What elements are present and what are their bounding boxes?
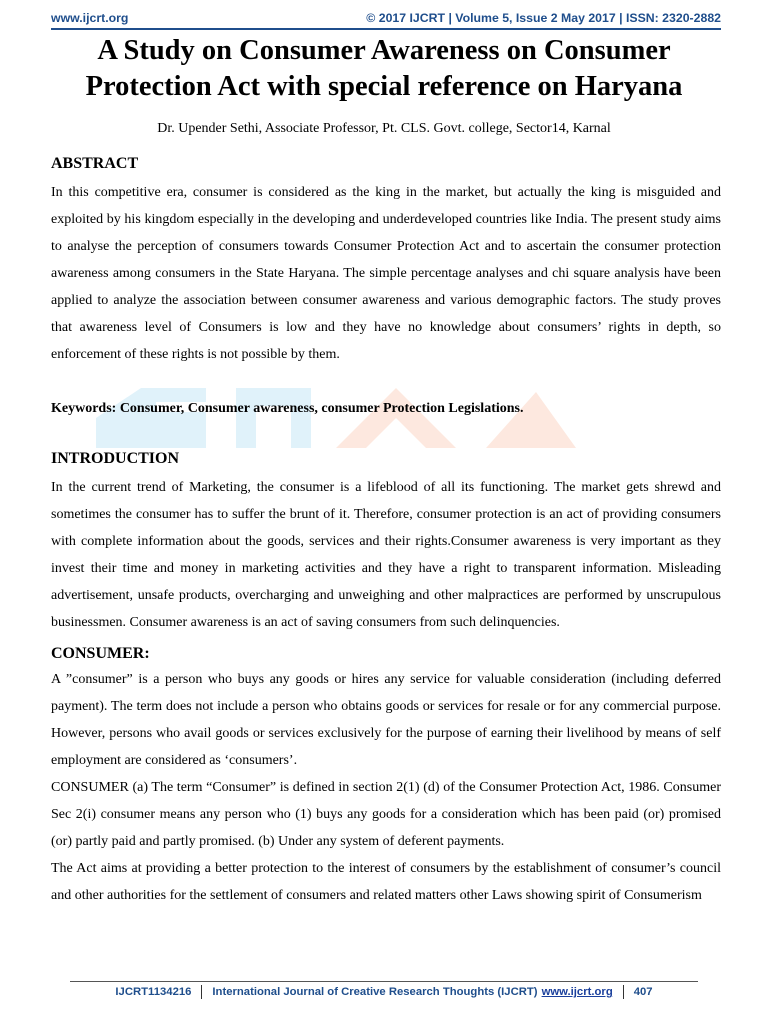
keywords: Keywords: Consumer, Consumer awareness, consumer Protection Legislations. bbox=[51, 401, 524, 416]
page-header bbox=[51, 8, 721, 28]
journal-name: International Journal of Creative Research Thoughts (IJCRT) bbox=[212, 986, 538, 998]
consumer-paragraph-2: CONSUMER (a) The term “Consumer” is defined in section 2(1) (d) of the Consumer Protection Act, 1986. Consumer Sec 2(i) consumer means any person who (1) buys any goods for a consideration which has been paid (or) promised (or) partly paid and partly promised. (b) Under any system of deferent payments. bbox=[51, 780, 721, 849]
footer-separator bbox=[201, 985, 202, 999]
footer-separator bbox=[623, 985, 624, 999]
introduction-heading: INTRODUCTION bbox=[51, 450, 180, 467]
consumer-heading: CONSUMER: bbox=[51, 645, 150, 662]
consumer-paragraph-1: A ”consumer” is a person who buys any goods or hires any service for valuable consideration (including deferred payment). The term does not include a person who obtains goods or services for resale or for any commercial purpose. However, persons who avail goods or services exclusively for the purpose of earning their livelihood by means of self employment are considered as ‘consumers’. bbox=[51, 672, 721, 768]
page-number: 407 bbox=[633, 986, 653, 998]
journal-website[interactable]: www.ijcrt.org bbox=[51, 11, 129, 25]
header-divider bbox=[51, 28, 721, 30]
introduction-text: In the current trend of Marketing, the consumer is a lifeblood of all its functioning. The market gets shrewd and sometimes the consumer has to suffer the brunt of it. Therefore, consumer protection is an act of providing consumers with complete information about the goods, services and their rights.Consumer awareness is very important as they invest their time and money in marketing activities and they have a right to transparent information. Misleading advertisement, unsafe products, overcharging and unweighing and other malpractices are performed by unscrupulous businessmen. Consumer awareness is an act of saving consumers from such delinquencies. bbox=[51, 480, 721, 630]
footer-divider bbox=[70, 981, 698, 982]
copyright-info: © 2017 IJCRT | Volume 5, Issue 2 May 2017 | ISSN: 2320-2882 bbox=[366, 11, 721, 25]
paper-id: IJCRT1134216 bbox=[115, 986, 192, 998]
consumer-paragraph-3: The Act aims at providing a better protection to the interest of consumers by the establishment of consumer’s council and other authorities for the settlement of consumers and related matters other Laws showing spirit of Consumerism bbox=[51, 861, 721, 903]
footer-website-link[interactable]: www.ijcrt.org bbox=[541, 986, 613, 998]
paper-title: A Study on Consumer Awareness on Consumer Protection Act with special reference on Haryana bbox=[85, 35, 683, 102]
abstract-text: In this competitive era, consumer is considered as the king in the market, but actually the king is misguided and exploited by his kingdom especially in the developing and underdeveloped countries like India. The present study aims to analyse the perception of consumers towards Consumer Protection Act and to ascertain the consumer protection awareness among consumers in the State Haryana. The simple percentage analyses and chi square analysis have been applied to analyze the association between consumer awareness and various demographic factors. The study proves that awareness level of Consumers is low and they have no knowledge about consumers’ rights in depth, so enforcement of these rights is not possible by them. bbox=[51, 185, 721, 362]
author-affiliation: Dr. Upender Sethi, Associate Professor, Pt. CLS. Govt. college, Sector14, Karnal bbox=[157, 121, 611, 136]
paper-body bbox=[51, 152, 721, 909]
page-footer bbox=[70, 983, 698, 1001]
abstract-heading: ABSTRACT bbox=[51, 155, 139, 172]
